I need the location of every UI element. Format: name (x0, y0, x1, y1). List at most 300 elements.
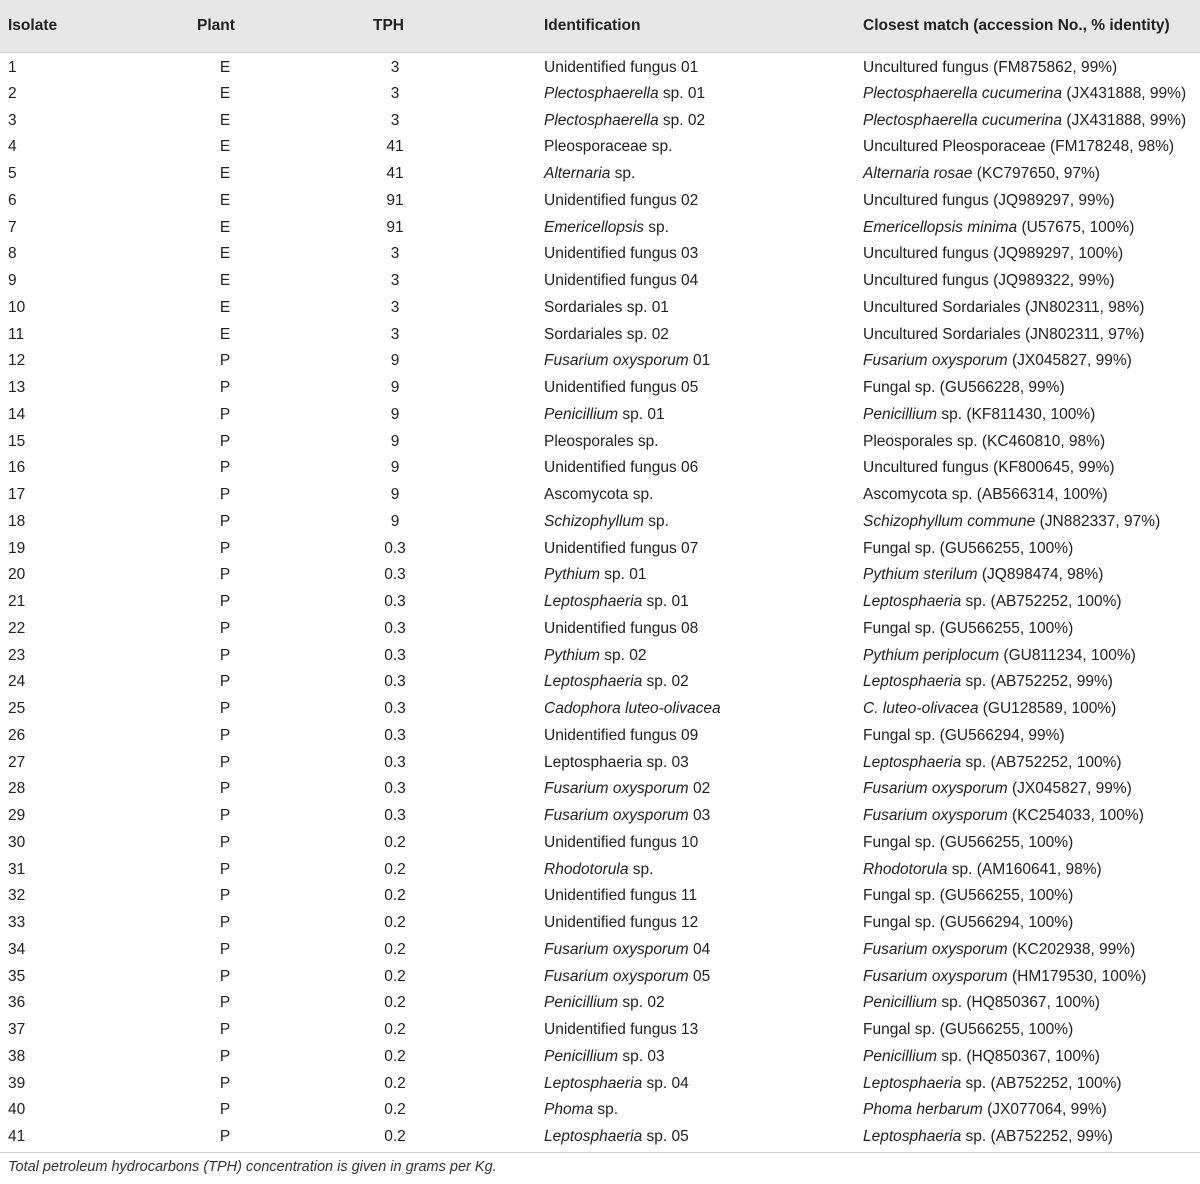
cell-identification (540, 990, 859, 1017)
text-segment: Fungal sp. (GU566255, 100%) (863, 619, 1074, 637)
cell-tph-value: 91 (386, 218, 404, 236)
cell-plant-value: P (219, 405, 231, 423)
taxon-name-italic: Alternaria (544, 165, 611, 183)
cell-tph (340, 937, 540, 964)
cell-plant-value: P (219, 726, 231, 744)
taxon-name-italic: Pythium (544, 566, 600, 584)
text-segment: sp. (610, 165, 636, 183)
text-segment: (JQ898474, 98%) (977, 566, 1104, 584)
cell-isolate: 38 (8, 1047, 26, 1065)
cell-closest-match (859, 188, 1200, 215)
cell-plant-value: P (219, 753, 231, 771)
cell-closest-match (859, 482, 1200, 509)
cell-plant (190, 910, 340, 937)
cell-plant (190, 1070, 340, 1097)
cell-tph (340, 268, 540, 295)
taxon-name-italic: Plectosphaerella cucumerina (863, 84, 1063, 102)
cell-plant (190, 642, 340, 669)
text-segment: 01 (688, 352, 711, 370)
cell-tph (340, 723, 540, 750)
text-segment: (KC797650, 97%) (972, 165, 1100, 183)
text-segment: sp. 02 (642, 673, 689, 691)
taxon-name-italic: Penicillium (544, 405, 619, 423)
text-segment: sp. 02 (618, 994, 665, 1012)
cell-plant-value: P (219, 539, 231, 557)
cell-identification (540, 1017, 859, 1044)
cell-tph-value: 0.3 (384, 700, 406, 718)
cell-plant (190, 348, 340, 375)
taxon-name-italic: Alternaria rosae (863, 165, 973, 183)
taxon-name-italic: Phoma (544, 1101, 594, 1119)
cell-tph (340, 402, 540, 429)
cell-plant (190, 402, 340, 429)
cell-plant-value: E (219, 325, 231, 343)
table-row (0, 455, 1200, 482)
text-segment: sp. 03 (618, 1047, 665, 1065)
cell-plant (190, 589, 340, 616)
header-identification: Identification (540, 0, 859, 52)
cell-plant (190, 616, 340, 643)
cell-tph-value: 3 (390, 58, 400, 76)
taxon-name-italic: Penicillium (544, 1047, 619, 1065)
cell-identification (540, 723, 859, 750)
cell-isolate: 23 (8, 646, 26, 664)
cell-tph-value: 91 (386, 191, 404, 209)
cell-plant-value: P (219, 940, 231, 958)
text-segment: Fungal sp. (GU566294, 100%) (863, 914, 1074, 932)
cell-identification (540, 241, 859, 268)
table-row (0, 616, 1200, 643)
cell-isolate: 14 (8, 405, 26, 423)
cell-plant (190, 428, 340, 455)
cell-tph (340, 214, 540, 241)
cell-tph (340, 295, 540, 322)
table-row (0, 723, 1200, 750)
cell-plant (190, 321, 340, 348)
cell-isolate: 21 (8, 593, 26, 611)
cell-isolate: 36 (8, 994, 26, 1012)
cell-isolate: 6 (8, 191, 17, 209)
cell-tph (340, 830, 540, 857)
cell-isolate: 19 (8, 539, 26, 557)
taxon-name-italic: Leptosphaeria (544, 1128, 643, 1146)
text-segment: (KC202938, 99%) (1007, 940, 1136, 958)
cell-plant-value: E (219, 298, 231, 316)
taxon-name-italic: Pythium periplocum (863, 646, 1000, 664)
cell-tph (340, 642, 540, 669)
cell-plant (190, 883, 340, 910)
cell-identification (540, 963, 859, 990)
cell-closest-match (859, 937, 1200, 964)
taxon-name-italic: Leptosphaeria (863, 1128, 962, 1146)
cell-tph-value: 0.2 (384, 887, 406, 905)
cell-identification (540, 52, 859, 81)
cell-isolate: 9 (8, 272, 17, 290)
text-segment: sp. (593, 1101, 619, 1119)
table-row (0, 535, 1200, 562)
cell-tph-value: 0.3 (384, 619, 406, 637)
cell-tph-value: 9 (390, 512, 400, 530)
taxon-name-italic: Leptosphaeria (863, 673, 962, 691)
cell-tph (340, 749, 540, 776)
cell-isolate: 15 (8, 432, 26, 450)
table-row (0, 1124, 1200, 1151)
cell-tph (340, 803, 540, 830)
cell-tph (340, 455, 540, 482)
cell-identification (540, 937, 859, 964)
text-segment: sp. (643, 512, 669, 530)
table-row (0, 268, 1200, 295)
cell-identification (540, 81, 859, 108)
cell-plant-value: E (219, 111, 231, 129)
table-row (0, 134, 1200, 161)
cell-plant-value: P (219, 1101, 231, 1119)
cell-isolate: 40 (8, 1101, 26, 1119)
cell-identification (540, 295, 859, 322)
text-segment: Pleosporaceae sp. (544, 138, 673, 156)
cell-closest-match (859, 52, 1200, 81)
text-segment: Unidentified fungus 09 (544, 726, 699, 744)
taxon-name-italic: Leptosphaeria (863, 1074, 962, 1092)
cell-tph (340, 990, 540, 1017)
cell-tph-value: 41 (386, 138, 404, 156)
cell-identification (540, 375, 859, 402)
cell-isolate: 2 (8, 84, 17, 102)
cell-closest-match (859, 910, 1200, 937)
cell-isolate: 41 (8, 1128, 26, 1146)
cell-isolate: 13 (8, 379, 26, 397)
cell-tph-value: 0.3 (384, 539, 406, 557)
taxon-name-italic: Fusarium oxysporum (863, 940, 1008, 958)
cell-plant-value: E (219, 84, 231, 102)
text-segment: sp. (AB752252, 99%) (961, 673, 1113, 691)
cell-tph (340, 241, 540, 268)
text-segment: Unidentified fungus 02 (544, 191, 699, 209)
table-row (0, 348, 1200, 375)
table-header (0, 0, 1200, 52)
cell-plant-value: P (219, 914, 231, 932)
text-segment: Fungal sp. (GU566255, 100%) (863, 1021, 1074, 1039)
taxon-name-italic: Leptosphaeria (544, 593, 643, 611)
text-segment: Uncultured fungus (FM875862, 99%) (863, 58, 1118, 76)
table-row (0, 1017, 1200, 1044)
text-segment: (U57675, 100%) (1017, 218, 1135, 236)
cell-plant-value: P (219, 646, 231, 664)
text-segment: Unidentified fungus 07 (544, 539, 699, 557)
text-segment: Ascomycota sp. (AB566314, 100%) (863, 486, 1108, 504)
table-row (0, 937, 1200, 964)
cell-plant-value: P (219, 459, 231, 477)
cell-identification (540, 562, 859, 589)
cell-plant (190, 268, 340, 295)
text-segment: sp. (AB752252, 100%) (961, 593, 1122, 611)
taxon-name-italic: Phoma herbarum (863, 1101, 983, 1119)
cell-tph-value: 3 (390, 245, 400, 263)
table-row (0, 214, 1200, 241)
cell-tph-value: 9 (390, 379, 400, 397)
taxon-name-italic: Emericellopsis (544, 218, 644, 236)
table-row (0, 642, 1200, 669)
cell-closest-match (859, 295, 1200, 322)
text-segment: Pleosporales sp. (KC460810, 98%) (863, 432, 1106, 450)
cell-identification (540, 776, 859, 803)
text-segment: sp. (HQ850367, 100%) (937, 1047, 1100, 1065)
table-row (0, 910, 1200, 937)
table-row (0, 295, 1200, 322)
cell-tph-value: 0.2 (384, 833, 406, 851)
cell-isolate: 31 (8, 860, 26, 878)
table-row (0, 776, 1200, 803)
cell-plant-value: P (219, 432, 231, 450)
taxon-name-italic: Fusarium oxysporum (863, 807, 1008, 825)
cell-plant-value: P (219, 1021, 231, 1039)
cell-plant-value: E (219, 138, 231, 156)
cell-closest-match (859, 856, 1200, 883)
cell-plant (190, 188, 340, 215)
taxon-name-italic: Schizophyllum (544, 512, 644, 530)
text-segment: sp. (AB752252, 100%) (961, 753, 1122, 771)
cell-isolate: 25 (8, 700, 26, 718)
cell-tph-value: 0.3 (384, 646, 406, 664)
taxon-name-italic: Pythium sterilum (863, 566, 978, 584)
cell-identification (540, 1124, 859, 1151)
cell-closest-match (859, 535, 1200, 562)
text-segment: Unidentified fungus 08 (544, 619, 699, 637)
cell-closest-match (859, 883, 1200, 910)
cell-plant-value: E (219, 165, 231, 183)
cell-identification (540, 214, 859, 241)
taxon-name-italic: Fusarium oxysporum (863, 780, 1008, 798)
cell-identification (540, 321, 859, 348)
cell-identification (540, 696, 859, 723)
cell-plant (190, 295, 340, 322)
cell-plant-value: E (219, 58, 231, 76)
cell-plant (190, 937, 340, 964)
cell-tph-value: 3 (390, 84, 400, 102)
text-segment: sp. 01 (658, 84, 706, 102)
cell-identification (540, 910, 859, 937)
taxon-name-italic: Fusarium oxysporum (863, 967, 1008, 985)
text-segment: sp. (KF811430, 100%) (937, 405, 1096, 423)
cell-identification (540, 1070, 859, 1097)
cell-plant (190, 562, 340, 589)
table-row (0, 1044, 1200, 1071)
cell-isolate: 33 (8, 914, 26, 932)
cell-tph (340, 616, 540, 643)
cell-identification (540, 188, 859, 215)
table-row (0, 482, 1200, 509)
cell-closest-match (859, 268, 1200, 295)
cell-identification (540, 749, 859, 776)
cell-isolate: 24 (8, 673, 26, 691)
cell-tph-value: 0.3 (384, 593, 406, 611)
cell-tph (340, 1097, 540, 1124)
text-segment: sp. (628, 860, 654, 878)
cell-tph (340, 535, 540, 562)
taxon-name-italic: Rhodotorula (544, 860, 629, 878)
footer-divider (0, 1152, 1200, 1153)
cell-identification (540, 509, 859, 536)
cell-closest-match (859, 1044, 1200, 1071)
cell-tph-value: 0.2 (384, 1047, 406, 1065)
text-segment: Uncultured fungus (KF800645, 99%) (863, 459, 1115, 477)
cell-closest-match (859, 509, 1200, 536)
cell-tph-value: 0.2 (384, 1128, 406, 1146)
header-row (0, 0, 1200, 52)
cell-tph (340, 883, 540, 910)
text-segment: Fungal sp. (GU566255, 100%) (863, 539, 1074, 557)
cell-plant-value: P (219, 512, 231, 530)
cell-closest-match (859, 830, 1200, 857)
cell-closest-match (859, 455, 1200, 482)
cell-identification (540, 830, 859, 857)
cell-isolate: 22 (8, 619, 26, 637)
cell-tph (340, 1044, 540, 1071)
cell-identification (540, 402, 859, 429)
cell-closest-match (859, 1097, 1200, 1124)
text-segment: (KC254033, 100%) (1007, 807, 1144, 825)
cell-closest-match (859, 696, 1200, 723)
cell-tph (340, 482, 540, 509)
cell-closest-match (859, 1070, 1200, 1097)
cell-closest-match (859, 616, 1200, 643)
cell-identification (540, 161, 859, 188)
cell-isolate: 28 (8, 780, 26, 798)
cell-plant (190, 375, 340, 402)
cell-tph (340, 669, 540, 696)
cell-closest-match (859, 963, 1200, 990)
cell-tph-value: 9 (390, 459, 400, 477)
cell-identification (540, 535, 859, 562)
header-tph: TPH (340, 0, 540, 52)
cell-isolate: 20 (8, 566, 26, 584)
table-row (0, 509, 1200, 536)
text-segment: Uncultured Sordariales (JN802311, 98%) (863, 298, 1145, 316)
cell-isolate: 26 (8, 726, 26, 744)
cell-isolate: 3 (8, 111, 17, 129)
cell-plant (190, 856, 340, 883)
text-segment: Uncultured Pleosporaceae (FM178248, 98%) (863, 138, 1175, 156)
cell-plant-value: P (219, 1047, 231, 1065)
text-segment: 03 (688, 807, 711, 825)
cell-plant (190, 134, 340, 161)
table-row (0, 803, 1200, 830)
cell-plant-value: P (219, 700, 231, 718)
cell-closest-match (859, 562, 1200, 589)
cell-tph (340, 134, 540, 161)
table-row (0, 562, 1200, 589)
cell-plant-value: P (219, 1128, 231, 1146)
table-row (0, 990, 1200, 1017)
cell-tph-value: 3 (390, 111, 400, 129)
cell-plant-value: P (219, 887, 231, 905)
cell-tph-value: 9 (390, 432, 400, 450)
table-row (0, 830, 1200, 857)
taxon-name-italic: Penicillium (544, 994, 619, 1012)
cell-isolate: 29 (8, 807, 26, 825)
text-segment: sp. (HQ850367, 100%) (937, 994, 1100, 1012)
cell-identification (540, 856, 859, 883)
cell-identification (540, 428, 859, 455)
cell-identification (540, 669, 859, 696)
cell-plant-value: P (219, 967, 231, 985)
cell-plant-value: P (219, 833, 231, 851)
text-segment: Sordariales sp. 02 (544, 325, 669, 343)
text-segment: Fungal sp. (GU566255, 100%) (863, 833, 1074, 851)
text-segment: Uncultured fungus (JQ989322, 99%) (863, 272, 1115, 290)
taxon-name-italic: Schizophyllum commune (863, 512, 1036, 530)
taxon-name-italic: Fusarium oxysporum (544, 807, 689, 825)
cell-tph (340, 1017, 540, 1044)
cell-tph-value: 0.2 (384, 1021, 406, 1039)
taxon-name-italic: Fusarium oxysporum (863, 352, 1008, 370)
cell-plant (190, 455, 340, 482)
cell-tph (340, 589, 540, 616)
cell-plant (190, 696, 340, 723)
text-segment: sp. 02 (600, 646, 647, 664)
text-segment: Unidentified fungus 13 (544, 1021, 699, 1039)
table-row (0, 81, 1200, 108)
cell-closest-match (859, 107, 1200, 134)
cell-tph-value: 0.2 (384, 1074, 406, 1092)
cell-tph-value: 3 (390, 325, 400, 343)
cell-identification (540, 455, 859, 482)
text-segment: Leptosphaeria sp. 03 (544, 753, 689, 771)
cell-closest-match (859, 776, 1200, 803)
table-footnote: Total petroleum hydrocarbons (TPH) concentration is given in grams per Kg. (8, 1159, 497, 1175)
text-segment: (JN882337, 97%) (1035, 512, 1161, 530)
cell-tph (340, 107, 540, 134)
text-segment: sp. (AB752252, 100%) (961, 1074, 1122, 1092)
cell-tph-value: 3 (390, 272, 400, 290)
cell-tph-value: 41 (386, 165, 404, 183)
cell-isolate: 12 (8, 352, 26, 370)
cell-plant (190, 241, 340, 268)
cell-plant (190, 214, 340, 241)
table-row (0, 402, 1200, 429)
table-row (0, 963, 1200, 990)
cell-plant (190, 1097, 340, 1124)
header-isolate: Isolate (0, 0, 190, 52)
cell-tph-value: 0.3 (384, 807, 406, 825)
cell-plant (190, 749, 340, 776)
cell-closest-match (859, 1017, 1200, 1044)
text-segment: (HM179530, 100%) (1007, 967, 1147, 985)
cell-tph (340, 321, 540, 348)
cell-plant (190, 669, 340, 696)
cell-tph (340, 509, 540, 536)
cell-isolate: 5 (8, 165, 17, 183)
text-segment: (GU811234, 100%) (999, 646, 1136, 664)
taxon-name-italic: Fusarium oxysporum (544, 352, 689, 370)
table-row (0, 749, 1200, 776)
text-segment: sp. (AB752252, 99%) (961, 1128, 1113, 1146)
text-segment: sp. 01 (642, 593, 689, 611)
text-segment: Unidentified fungus 03 (544, 245, 699, 263)
table-row (0, 321, 1200, 348)
cell-isolate: 37 (8, 1021, 26, 1039)
cell-tph-value: 0.2 (384, 914, 406, 932)
table-row (0, 1097, 1200, 1124)
taxon-name-italic: Fusarium oxysporum (544, 780, 689, 798)
cell-closest-match (859, 428, 1200, 455)
cell-closest-match (859, 990, 1200, 1017)
text-segment: Unidentified fungus 11 (544, 887, 698, 905)
text-segment: 04 (688, 940, 711, 958)
cell-plant-value: P (219, 780, 231, 798)
cell-closest-match (859, 348, 1200, 375)
cell-plant-value: P (219, 994, 231, 1012)
